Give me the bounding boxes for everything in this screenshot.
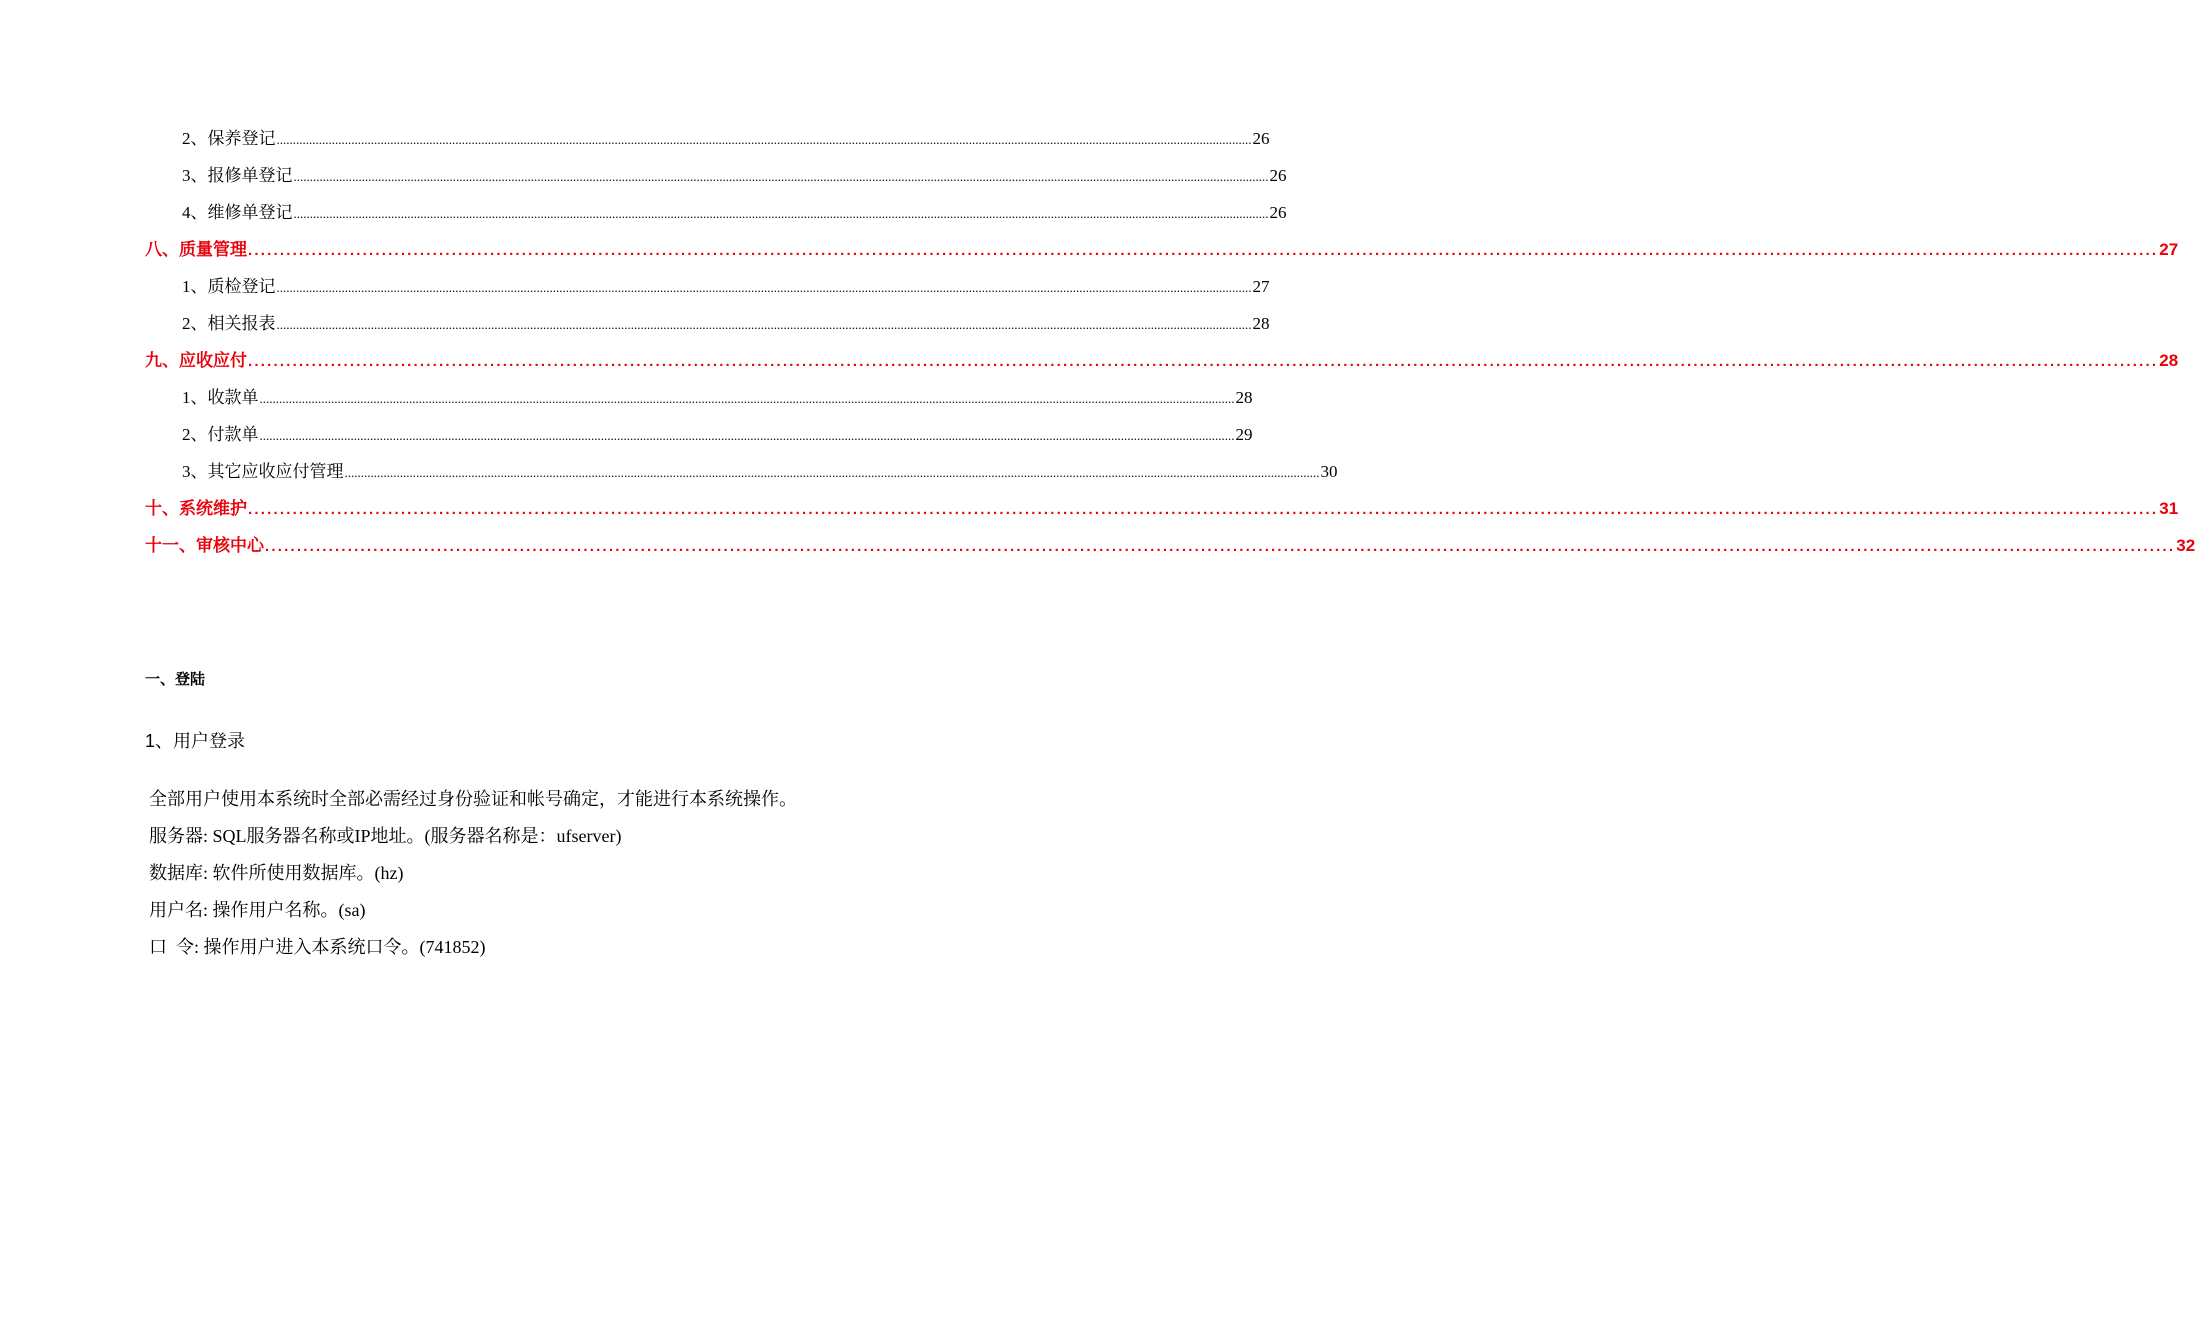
toc-entry[interactable]	[145, 194, 1287, 231]
toc-chapter-entry[interactable]	[145, 231, 2179, 268]
toc-chapter-page: 32	[2176, 536, 2195, 555]
toc-entry-title: 3、其它应收应付管理	[182, 462, 344, 481]
toc-entry-title: 4、维修单登记	[182, 203, 293, 222]
toc-dot-leader: ............................................................................................................................................................................................................................................................................................................	[344, 465, 1320, 480]
toc-entry[interactable]	[145, 379, 1253, 416]
toc-dot-leader: ............................................................................................................................................................................................................................................................................................................	[248, 242, 2159, 259]
toc-dot-leader: ............................................................................................................................................................................................................................................................................................................	[276, 280, 1252, 295]
paragraph-username: 用户名: 操作用户名称。(sa)	[149, 900, 366, 920]
section-subheading: 1、用户登录	[145, 731, 246, 751]
toc-chapter-title: 十、系统维护	[145, 499, 247, 518]
toc-chapter-title: 八、质量管理	[145, 240, 247, 259]
body-text	[145, 781, 807, 966]
toc-chapter-entry[interactable]	[145, 490, 2179, 527]
paragraph-database: 数据库: 软件所使用数据库。(hz)	[149, 863, 404, 883]
toc-entry-page: 26	[1252, 129, 1270, 148]
toc-dot-leader: ............................................................................................................................................................................................................................................................................................................	[276, 132, 1252, 147]
toc-entry-page: 27	[1252, 277, 1270, 296]
section-heading: 一、登陆	[145, 671, 206, 688]
toc-entry-title: 2、付款单	[182, 425, 259, 444]
toc-chapter-page: 27	[2159, 240, 2179, 259]
paragraph-password: 口 令: 操作用户进入本系统口令。(741852)	[149, 937, 486, 957]
toc-entry-title: 2、相关报表	[182, 314, 276, 333]
toc-entry-page: 26	[1269, 166, 1287, 185]
toc-entry[interactable]	[145, 453, 1338, 490]
table-of-contents	[145, 120, 2195, 564]
toc-dot-leader: ............................................................................................................................................................................................................................................................................................................	[276, 317, 1252, 332]
toc-entry-title: 1、质检登记	[182, 277, 276, 296]
toc-dot-leader: ............................................................................................................................................................................................................................................................................................................	[248, 353, 2159, 370]
toc-chapter-title: 十一、审核中心	[145, 536, 264, 555]
toc-entry-page: 26	[1269, 203, 1287, 222]
toc-entry[interactable]	[145, 120, 1270, 157]
paragraph-server: 服务器: SQL服务器名称或IP地址。(服务器名称是：ufserver)	[149, 826, 622, 846]
toc-entry-page: 28	[1252, 314, 1270, 333]
toc-entry[interactable]	[145, 268, 1270, 305]
toc-entry-page: 30	[1320, 462, 1338, 481]
toc-chapter-title: 九、应收应付	[145, 351, 247, 370]
toc-entry-title: 3、报修单登记	[182, 166, 293, 185]
toc-chapter-entry[interactable]	[145, 342, 2179, 379]
toc-entry-page: 28	[1235, 388, 1253, 407]
toc-dot-leader: ............................................................................................................................................................................................................................................................................................................	[293, 169, 1269, 184]
toc-entry[interactable]	[145, 157, 1287, 194]
paragraph-intro: 全部用户使用本系统时全部必需经过身份验证和帐号确定，才能进行本系统操作。	[149, 789, 797, 809]
toc-chapter-page: 31	[2159, 499, 2179, 518]
toc-entry-title: 1、收款单	[182, 388, 259, 407]
toc-dot-leader: ............................................................................................................................................................................................................................................................................................................	[248, 501, 2159, 518]
toc-entry[interactable]	[145, 305, 1270, 342]
toc-entry-page: 29	[1235, 425, 1253, 444]
toc-dot-leader: ............................................................................................................................................................................................................................................................................................................	[259, 391, 1235, 406]
toc-entry[interactable]	[145, 416, 1253, 453]
toc-entry-title: 2、保养登记	[182, 129, 276, 148]
toc-chapter-page: 28	[2159, 351, 2179, 370]
toc-dot-leader: ............................................................................................................................................................................................................................................................................................................	[293, 206, 1269, 221]
toc-dot-leader: ............................................................................................................................................................................................................................................................................................................	[265, 538, 2176, 555]
toc-chapter-entry[interactable]	[145, 527, 2195, 564]
toc-dot-leader: ............................................................................................................................................................................................................................................................................................................	[259, 428, 1235, 443]
